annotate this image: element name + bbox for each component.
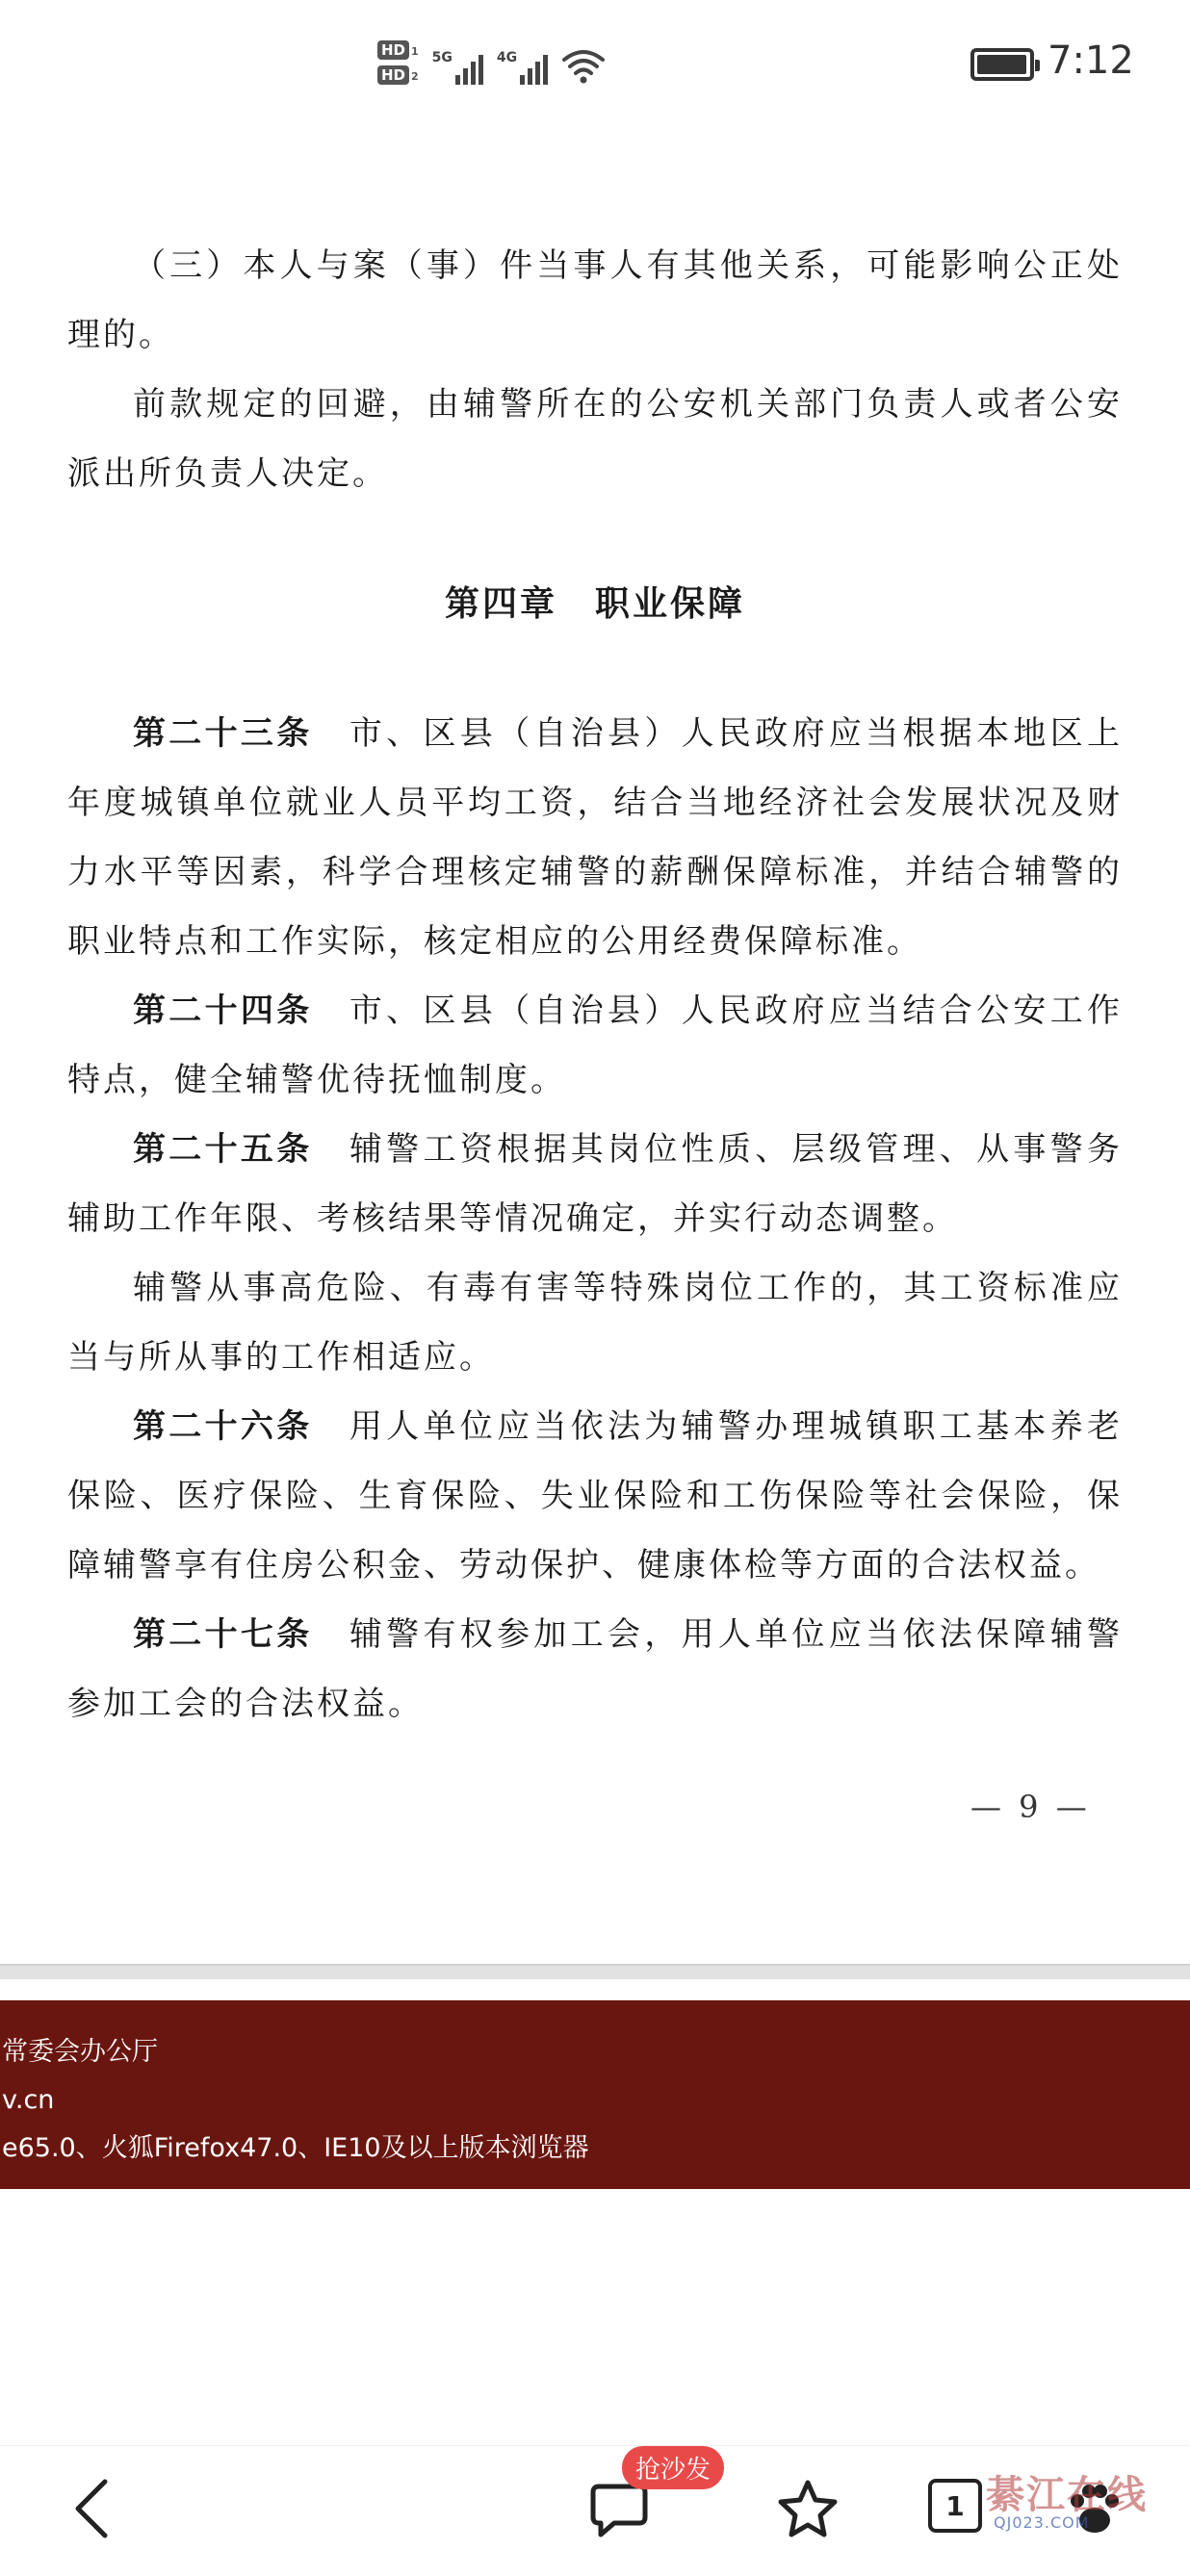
divider [0, 1964, 1190, 1979]
hd1-badge: HD [377, 40, 409, 60]
article-text: 辅警有权参加工会，用人单位应当依法保障辅警参加工会的合法权益。 [67, 1615, 1124, 1723]
signal-icon [432, 50, 483, 85]
article-text: 市、区县（自治县）人民政府应当结合公安工作特点，健全辅警优待抚恤制度。 [67, 992, 1124, 1099]
signal-icon-2 [497, 50, 548, 85]
watermark-text: 綦江在线 [986, 2473, 1148, 2517]
footer-link[interactable]: v.cn [2, 2085, 55, 2115]
hd2-number: 2 [411, 70, 419, 83]
signal-group [377, 35, 606, 85]
article-label: 第二十四条 [133, 992, 313, 1030]
chapter-title: 第四章 职业保障 [444, 584, 745, 624]
back-button[interactable] [58, 2475, 125, 2542]
article-label: 第二十五条 [133, 1130, 313, 1169]
footer-line: e65.0、火狐Firefox47.0、IE10及以上版本浏览器 [2, 2133, 589, 2163]
article-label: 第二十六条 [133, 1407, 313, 1446]
article-text: 市、区县（自治县）人民政府应当根据本地区上年度城镇单位就业人员平均工资，结合当地经济社会发展状况及财力水平等因素，科学合理核定辅警的薪酬保障标准，并结合辅警的职业特点和工作实际，核定相应的公用经费保障标准。 [67, 714, 1124, 961]
wifi-icon [561, 46, 606, 85]
star-icon [777, 2479, 839, 2538]
sofa-badge[interactable]: 抢沙发 [622, 2446, 724, 2489]
article-23 [67, 699, 1123, 976]
article-label: 第二十七条 [133, 1615, 313, 1654]
watermark-subtext: QJ023.COM [994, 2513, 1090, 2532]
hd1-number: 1 [411, 45, 419, 58]
paragraph: （三）本人与案（事）件当事人有其他关系，可能影响公正处理的。 [67, 246, 1123, 354]
article-25 [67, 1115, 1123, 1253]
article-26 [67, 1392, 1123, 1600]
hd2-badge: HD [377, 65, 409, 85]
article-text: 辅警工资根据其岗位性质、层级管理、从事警务辅助工作年限、考核结果等情况确定，并实行动态调整。 [67, 1130, 1124, 1238]
article-text: 用人单位应当依法为辅警办理城镇职工基本养老保险、医疗保险、生育保险、失业保险和工伤保险等社会保险，保障辅警享有住房公积金、劳动保护、健康体检等方面的合法权益。 [67, 1407, 1124, 1584]
article-24 [67, 976, 1123, 1115]
watermark-logo [986, 2464, 1178, 2561]
battery-icon [970, 48, 1034, 81]
article-label: 第二十三条 [133, 714, 313, 753]
paragraph: 前款规定的回避，由辅警所在的公安机关部门负责人或者公安派出所负责人决定。 [67, 385, 1123, 493]
clock: 7:12 [1048, 39, 1134, 83]
status-bar [0, 0, 1190, 135]
comment-icon [589, 2483, 649, 2538]
footer-line: 常委会办公厅 [2, 2037, 158, 2067]
document-body [67, 231, 1123, 1739]
favorite-button[interactable] [774, 2475, 841, 2542]
paragraph [67, 1253, 1123, 1392]
chevron-left-icon [72, 2478, 111, 2539]
page-number: — 9 — [970, 1789, 1091, 1825]
net1-label: 5G [431, 50, 453, 65]
article-27 [67, 1600, 1123, 1739]
site-footer [0, 2000, 1190, 2189]
net2-label: 4G [496, 50, 518, 65]
article-text: 辅警从事高危险、有毒有害等特殊岗位工作的，其工资标准应当与所从事的工作相适应。 [67, 1269, 1123, 1377]
tabs-button[interactable]: 1 [928, 2479, 982, 2533]
